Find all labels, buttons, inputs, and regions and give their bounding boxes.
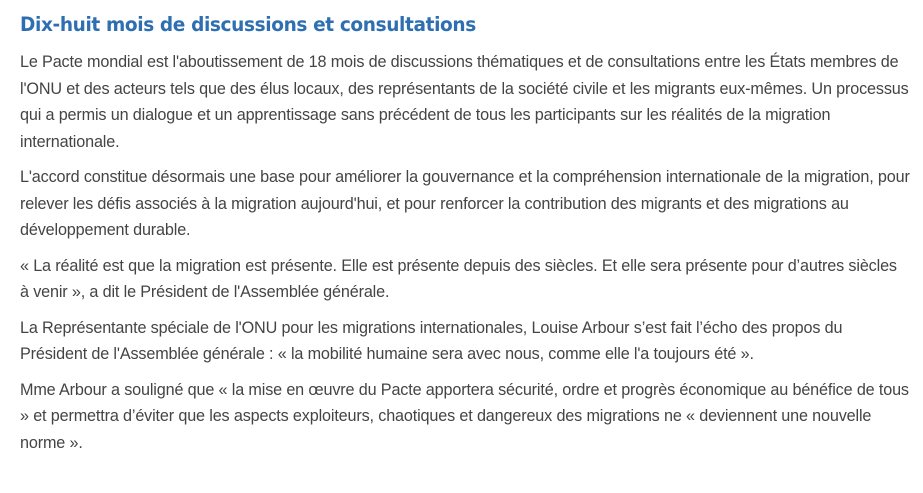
- paragraph-mme-arbour: Mme Arbour a souligné que « la mise en œuvre du Pacte apportera sécurité, ordre et progrès économique au bénéfice de tous » et permettra d’éviter que les aspects exploiteurs, chaotiques et dangereux des migrations ne « deviennent une nouvelle norme ».: [20, 380, 909, 452]
- article-body: [20, 12, 910, 465]
- paragraph-quote-president: « La réalité est que la migration est présente. Elle est présente depuis des siècles. Et elle sera présente pour d’autres siècles à venir », a dit le Président de l'Assemblée générale.: [20, 256, 897, 301]
- section-heading: Dix-huit mois de discussions et consultations: [20, 13, 476, 36]
- paragraph-accord: L'accord constitue désormais une base pour améliorer la gouvernance et la compréhension internationale de la migration, pour relever les défis associés à la migration aujourd'hui, et pour renforcer la contribution des migrants et des migrations au développement durable.: [20, 168, 910, 239]
- paragraph-representante-speciale: La Représentante spéciale de l'ONU pour les migrations internationales, Louise Arbour s’est fait l’écho des propos du Président de l'Assemblée générale : « la mobilité humaine sera avec nous, comme elle l'a toujours été ».: [20, 318, 843, 363]
- paragraph-pacte-mondial: Le Pacte mondial est l'aboutissement de 18 mois de discussions thématiques et de consultations entre les États membres de l'ONU et des acteurs tels que des élus locaux, des représentants de la société civile et les migrants eux-mêmes. Un processus qui a permis un dialogue et un apprentissage sans précédent de tous les participants sur les réalités de la migration internationale.: [20, 53, 909, 151]
